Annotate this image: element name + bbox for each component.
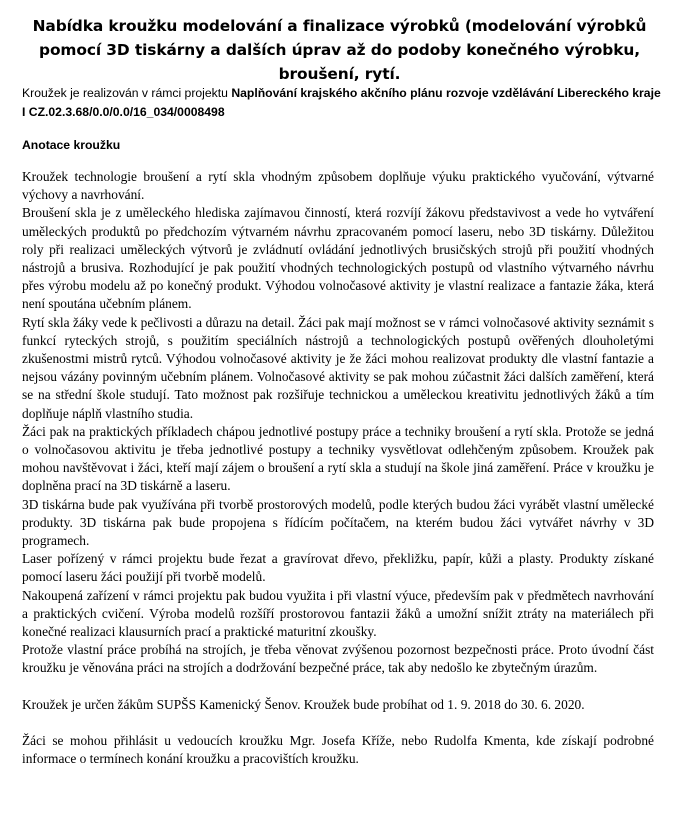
- body-paragraph: Laser pořízený v rámci projektu bude řezat a gravírovat dřevo, překližku, papír, kůži a plasty. Produkty získané pomocí laseru žáci použijí při tvorbě modelů.: [22, 551, 654, 585]
- project-intro: Kroužek je realizován v rámci projektu: [22, 86, 232, 100]
- body-paragraph: Broušení skla je z uměleckého hlediska zajímavou činností, která rozvíjí žákovu představivost a vede ho vytváření uměleckých produktů po předchozím výtvarném návrhu zpracovaném pomocí laseru, nebo 3D tiskárny. Důležitou roly při realizaci uměleckých výtvorů je zvládnutí ovládání jednotlivých brusičských strojů při použití vhodných nástrojů a brusiva. Rozhodující je pak použití vhodných technologických postupů od vlastního výtvarného návrhu přes výrobu modelu až po konečný produkt. Výhodou volnočasové aktivity je vlastní realizace a fantazie žáka, která není spoutána učebním plánem.: [22, 205, 654, 312]
- body-paragraph: Kroužek technologie broušení a rytí skla vhodným způsobem doplňuje výuku praktického vyučování, výtvarné výchovy a navrhování.: [22, 169, 654, 203]
- project-statement: [22, 84, 662, 122]
- body-paragraph: 3D tiskárna bude pak využívána při tvorbě prostorových modelů, podle kterých budou žáci vyrábět vlastní umělecké produkty. 3D tiskárna pak bude propojena s řídícím počítačem, na kterém budou žáci vytvářet návrhy v 3D programech.: [22, 496, 654, 549]
- project-name: Naplňování krajského akčního plánu rozvoje vzdělávání Libereckého kraje I CZ.02.3.68/0.0/0.0/16_034/0008498: [22, 86, 661, 119]
- body-paragraph: Žáci pak na praktických příkladech chápou jednotlivé postupy práce a techniky broušení a rytí skla. Protože se jedná o volnočasovou aktivitu je třeba jednotlivé postupy a techniky vysvětlovat odlehčeným způsobem. Kroužek pak mohou navštěvovat i žáci, kteří mají zájem o broušení a rytí skla a studují na škole jiná zaměření. Práce v kroužku je doplněna prací na 3D tiskárně a laseru.: [22, 423, 654, 494]
- body-paragraph: Protože vlastní práce probíhá na strojích, je třeba věnovat zvýšenou pozornost bezpečnosti práce. Proto úvodní část kroužku je věnována práci na strojích a dodržování bezpečné práce, tak aby nedošlo ke zbytečným úrazům.: [22, 642, 654, 676]
- section-heading: Anotace kroužku: [22, 138, 121, 152]
- document-body: [22, 168, 654, 768]
- body-paragraph: Rytí skla žáky vede k pečlivosti a důrazu na detail. Žáci pak mají možnost se v rámci volnočasové aktivity seznámit s funkcí ryteckých strojů, s použitím speciálních nástrojů a technologických postupů ověřených dlouholetými zkušenostmi mistrů rytců. Výhodou volnočasové aktivity je že žáci mohou realizovat produkty dle vlastní fantazie a nejsou vázány povinným učebním plánem. Volnočasové aktivity se pak mohou zúčastnit žáci dalších zaměření, která se na střední škole studují. Tato možnost pak rozšiřuje technickou a uměleckou kreativitu jednotlivých žáků a tím doplňuje náplň vlastního studia.: [22, 314, 654, 421]
- contact-paragraph: Žáci se mohou přihlásit u vedoucích kroužku Mgr. Josefa Kříže, nebo Rudolfa Kmenta, kde získají podrobné informace o termínech konání kroužku a pracovištích kroužku.: [22, 732, 654, 767]
- body-paragraph: Nakoupená zařízení v rámci projektu pak budou využita i při vlastní výuce, především pak v předmětech navrhování a praktických cvičení. Výroba modelů rozšíří prostorovou fantazii žáků a umožní snížit ztráty na materiálech při konečné realizaci klausurních prací a praktické maturitní zkoušky.: [22, 587, 654, 640]
- schedule-paragraph: Kroužek je určen žákům SUPŠS Kamenický Šenov. Kroužek bude probíhat od 1. 9. 2018 do 30. 6. 2020.: [22, 696, 585, 712]
- document-title: Nabídka kroužku modelování a finalizace výrobků (modelování výrobků pomocí 3D tiskárny a dalších úprav až do podoby konečného výrobku, broušení, rytí.: [32, 17, 647, 83]
